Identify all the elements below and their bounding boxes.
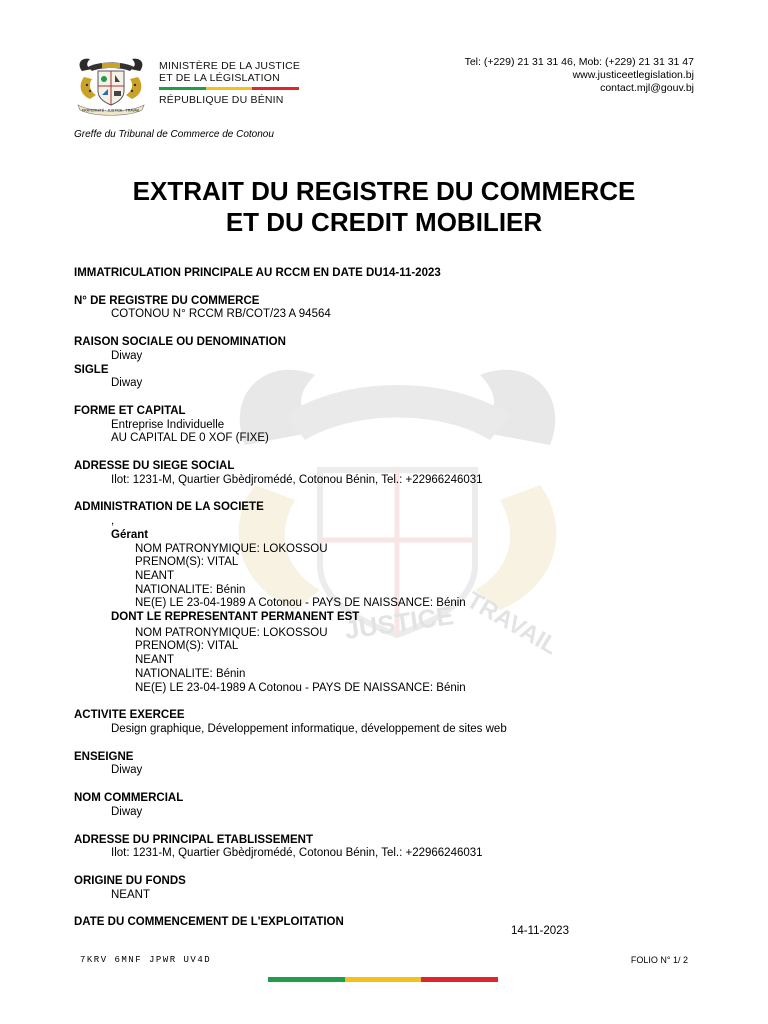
nom-commercial-label: NOM COMMERCIAL [74,792,184,805]
coat-of-arms-emblem [72,55,150,117]
contact-phone: Tel: (+229) 21 31 31 46, Mob: (+229) 21 31 31 47 [464,56,694,68]
ministry-name-line2: ET DE LA LÉGISLATION [159,72,280,84]
contact-email[interactable]: contact.mjl@gouv.bj [600,82,694,94]
administration-separator: , [111,515,115,528]
folio-number: FOLIO N° 1/ 2 [630,955,688,965]
gerant-label: Gérant [111,528,149,541]
enseigne-label: ENSEIGNE [74,750,134,763]
siege-value: Ilot: 1231-M, Quartier Gbèdjromédé, Cotonou Bénin, Tel.: +22966246031 [111,473,483,486]
ministry-name-line1: MINISTÈRE DE LA JUSTICE [159,60,301,72]
flag-color-bar [159,87,299,90]
document-title [0,176,768,238]
title-line1: EXTRAIT DU REGISTRE DU COMMERCE [132,176,636,206]
siege-label: ADRESSE DU SIEGE SOCIAL [74,460,235,473]
svg-text:FRATERNITÉ · JUSTICE · TRAVAIL: FRATERNITÉ · JUSTICE · TRAVAIL [81,108,141,113]
representant-nom: NOM PATRONYMIQUE: LOKOSSOU [135,626,328,639]
origine-label: ORIGINE DU FONDS [74,874,186,887]
etablissement-label: ADRESSE DU PRINCIPAL ETABLISSEMENT [74,833,313,846]
administration-label: ADMINISTRATION DE LA SOCIETE [74,501,264,514]
origine-value: NEANT [111,888,150,901]
gerant-naissance: NE(E) LE 23-04-1989 A Cotonou - PAYS DE NAISSANCE: Bénin [135,597,466,610]
gerant-nationalite: NATIONALITE: Bénin [135,583,246,596]
document-body [74,267,694,930]
registration-label: IMMATRICULATION PRINCIPALE AU RCCM EN DATE DU [74,267,383,279]
representant-extra: NEANT [135,654,174,667]
court-name: Greffe du Tribunal de Commerce de Cotonou [74,129,274,140]
nom-commercial-value: Diway [111,805,143,818]
activite-value: Design graphique, Développement informatique, développement de sites web [111,722,507,735]
sigle-label: SIGLE [74,363,109,376]
etablissement-value: Ilot: 1231-M, Quartier Gbèdjromédé, Cotonou Bénin, Tel.: +22966246031 [111,847,483,860]
forme-capital: AU CAPITAL DE 0 XOF (FIXE) [111,432,269,445]
title-line2: ET DU CREDIT MOBILIER [225,207,543,237]
registration-line [74,267,694,281]
commencement-value: 14-11-2023 [511,925,569,937]
activite-label: ACTIVITE EXERCEE [74,709,185,722]
representant-prenom: PRENOM(S): VITAL [135,640,239,653]
representant-label: DONT LE REPRESENTANT PERMANENT EST [111,611,360,624]
commencement-label: DATE DU COMMENCEMENT DE L'EXPLOITATION [74,916,344,929]
contact-block [465,56,694,95]
raison-label: RAISON SOCIALE OU DENOMINATION [74,336,286,349]
svg-text:JUSTICE: JUSTICE [342,600,456,646]
forme-label: FORME ET CAPITAL [74,404,186,417]
raison-value: Diway [111,349,143,362]
verification-code: 7KRV 6MNF JPWR UV4D [80,955,212,965]
gerant-nom: NOM PATRONYMIQUE: LOKOSSOU [135,542,328,555]
representant-naissance: NE(E) LE 23-04-1989 A Cotonou - PAYS DE NAISSANCE: Bénin [135,681,466,694]
ministry-block [159,60,300,106]
forme-type: Entreprise Individuelle [111,418,225,431]
registration-date: 14-11-2023 [382,267,441,279]
enseigne-value: Diway [111,764,143,777]
rccm-label: N° DE REGISTRE DU COMMERCE [74,294,260,307]
sigle-value: Diway [111,377,143,390]
footer-flag-bar [268,977,498,982]
rccm-value: COTONOU N° RCCM RB/COT/23 A 94564 [111,308,331,321]
contact-website[interactable]: www.justiceetlegislation.bj [572,69,694,81]
gerant-extra: NEANT [135,569,174,582]
svg-text:TRAVAIL: TRAVAIL [461,586,563,661]
representant-nationalite: NATIONALITE: Bénin [135,667,246,680]
republic-name: RÉPUBLIQUE DU BÉNIN [159,94,284,106]
gerant-prenom: PRENOM(S): VITAL [135,556,239,569]
